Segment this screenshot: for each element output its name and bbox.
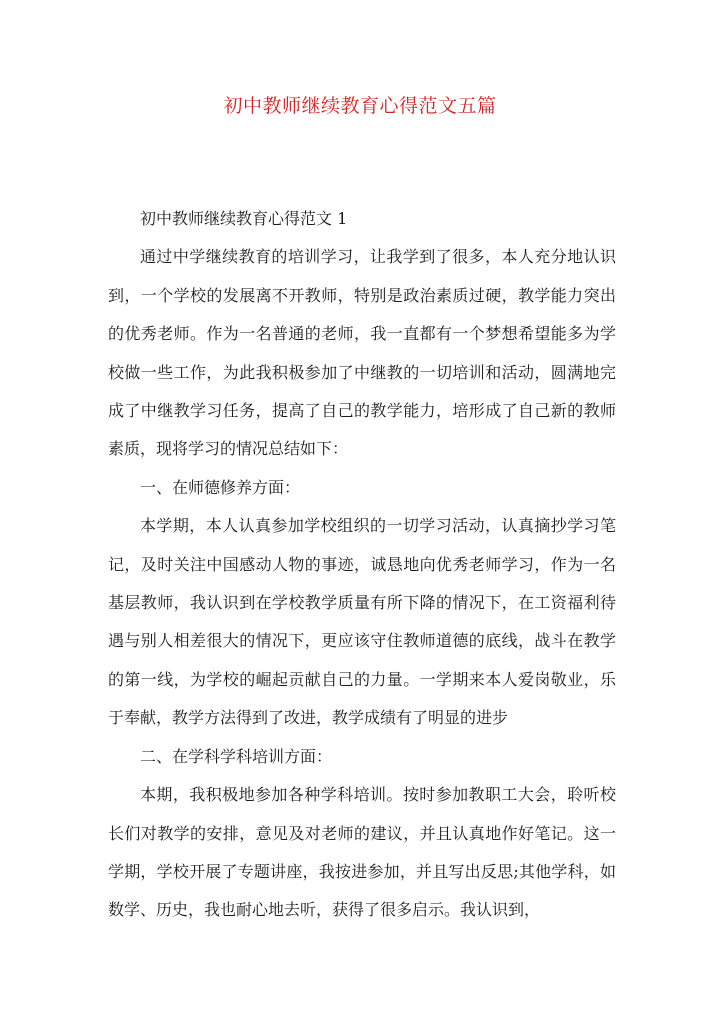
section-subtitle: 初中教师继续教育心得范文 1 xyxy=(140,209,348,228)
section-heading-ethics: 一、在师德修养方面： xyxy=(140,477,301,497)
document-title: 初中教师继续教育心得范文五篇 xyxy=(223,95,497,117)
paragraph-training: 本期，我积极地参加各种学科培训。按时参加教职工大会，聆听校长们对教学的安排，意见及对老师的建议，并且认真地作好笔记。这一学期，学校开展了专题讲座，我按进参加，并且写出反思;其他学科，如数学、历史，我也耐心地去听，获得了很多启示。我认识到， xyxy=(108,785,616,920)
section-heading-training: 二、在学科学科培训方面： xyxy=(140,746,333,766)
paragraph-ethics: 本学期，本人认真参加学校组织的一切学习活动，认真摘抄学习笔记，及时关注中国感动人物的事迹，诚恳地向优秀老师学习，作为一名基层教师，我认识到在学校教学质量有所下降的情况下，在工资福利待遇与别人相差很大的情况下，更应该守住教师道德的底线，战斗在教学的第一线，为学校的崛起贡献自己的力量。一学期来本人爱岗敬业，乐于奉献，教学方法得到了改进，教学成绩有了明显的进步 xyxy=(108,516,616,728)
document-body xyxy=(108,200,616,930)
paragraph-intro: 通过中学继续教育的培训学习，让我学到了很多，本人充分地认识到，一个学校的发展离不开教师，特别是政治素质过硬，教学能力突出的优秀老师。作为一名普通的老师，我一直都有一个梦想希望能多为学校做一些工作，为此我积极参加了中继教的一切培训和活动，圆满地完成了中继教学习任务，提高了自己的教学能力，培形成了自己新的教师素质，现将学习的情况总结如下： xyxy=(108,247,616,459)
